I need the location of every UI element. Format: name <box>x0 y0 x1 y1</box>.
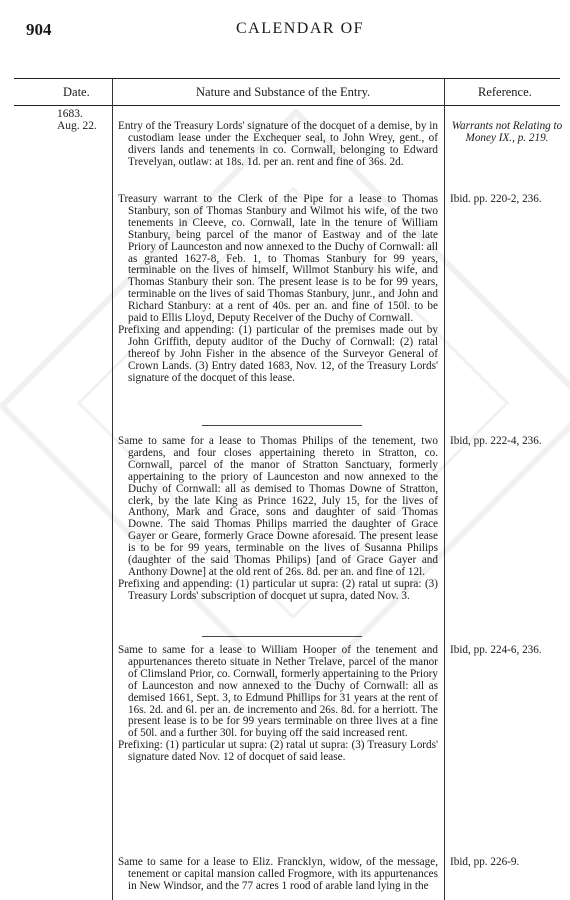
entry-reference-2: Ibid. pp. 220-2, 236. <box>450 193 542 205</box>
entry-reference-1: Warrants not Relating to Money IX., p. 219. <box>451 120 563 144</box>
page-number: 904 <box>26 20 52 39</box>
entry-separator <box>202 636 362 637</box>
entry-separator <box>202 425 362 426</box>
entry-year: 1683. <box>57 108 83 120</box>
entry-text-2 <box>118 194 438 385</box>
entry-reference-5: Ibid, pp. 226-9. <box>450 856 520 868</box>
entry-body: Treasury warrant to the Clerk of the Pipe for a lease to Thomas Stanbury, son of Thomas Stanbury and Wilmot his wife, of the two tenements in Cleeve, co. Cornwall, late in the tenure of William Stanbury, being parcel of the manor of Eastway and of the late Priory of Launceston and now annexed to the Duchy of Cornwall: all as granted 1627-8, Feb. 1, to Thomas Stanbury for 99 years, terminable on the lives of himself, Willmot Stanbury his wife, and Thomas Stanbury their son. The present lease is to be for 99 years, terminable on the lives of said Thomas Stanbury, junr., and John and Richard Stanbury: at a rent of 40s. per an. and fine of 150l. to be paid to Ellis Lloyd, Deputy Receiver of the Duchy of Cornwall. <box>118 193 438 325</box>
column-header-reference: Reference. <box>478 85 532 99</box>
column-header-date: Date. <box>63 85 90 99</box>
entry-body: Same to same for a lease to Eliz. Francklyn, widow, of the message, tenement or capital mansion called Frogmore, with its appurtenances in New Windsor, and the 77 acres 1 rood of arable land lying in the <box>118 856 438 892</box>
entry-text-3 <box>118 436 438 603</box>
entry-body: Same to same for a lease to William Hooper of the tenement and appurtenances thereto situate in Nether Trelave, parcel of the manor of Climsland Prior, co. Cornwall, formerly appertaining to the Priory of Launceston and now annexed to the Duchy of Cornwall: all as demised 1661, Sept. 3, to Edmund Phillips for 31 years at the rent of 16s. 2d. and 6l. per an. de incremento and 26s. 8d. for a herriott. The present lease is to be for 99 years terminable on three lives at a fine of 50l. and a further 30l. for buying off the said increased rent. <box>118 644 438 740</box>
entry-reference-3: Ibid, pp. 222-4, 236. <box>450 435 542 447</box>
column-divider-date <box>112 78 113 900</box>
running-head: CALENDAR OF <box>235 20 365 37</box>
entry-text-4 <box>118 645 438 764</box>
column-header-row <box>14 78 560 106</box>
entry-appending: Prefixing and appending: (1) particular of the premises made out by John Griffith, deputy auditor of the Duchy of Cornwall: (2) ratal thereof by John Fisher in the absence of the Surveyor General of Crown Lands. (3) Entry dated 1683, Nov. 12, of the Treasury Lords' signature of the docquet of this lease. <box>118 323 438 384</box>
entry-date: Aug. 22. <box>57 120 97 132</box>
entry-body: Entry of the Treasury Lords' signature of the docquet of a demise, by in custodiam lease under the Exchequer seal, to John Wrey, gent., of divers lands and tenements in co. Cornwall, belonging to Edward Trevelyan, outlaw: at 18s. 1d. per an. rent and fine of 36s. 2d. <box>118 120 438 168</box>
entry-appending: Prefixing and appending: (1) particular ut supra: (2) ratal ut supra: (3) Treasury Lords' subscription of docquet ut supra, dated Nov. 3. <box>118 577 438 602</box>
column-divider-reference <box>444 78 445 900</box>
entry-body: Same to same for a lease to Thomas Philips of the tenement, two gardens, and four closes appertaining thereto in Stratton, co. Cornwall, parcel of the manor of Stratton Sanctuary, formerly appertaining to the priory of Launceston and now annexed to the Duchy of Cornwall: all as demised to Thomas Downe of Stratton, clerk, by the late King as Prince 1622, July 15, for the lives of Anthony, Mark and Grace, sons and daughter of said Thomas Downe. The said Thomas Philips married the daughter of Grace Gayer or Geare, formerly Grace Downe aforesaid. The present lease is to be for 99 years, terminable on the lives of Susanna Philips (daughter of the said Thomas Philips) [and of Grace Gayer and Anthony Downe] at the old rent of 26s. 8d. per an. and fine of 12l. <box>118 435 438 578</box>
entry-reference-4: Ibid, pp. 224-6, 236. <box>450 644 542 656</box>
entry-text-1 <box>118 121 438 169</box>
entry-text-5 <box>118 857 438 893</box>
column-header-nature: Nature and Substance of the Entry. <box>196 85 371 99</box>
entry-appending: Prefixing: (1) particular ut supra: (2) ratal ut supra: (3) Treasury Lords' signature dated Nov. 12 of docquet of said lease. <box>118 739 438 764</box>
